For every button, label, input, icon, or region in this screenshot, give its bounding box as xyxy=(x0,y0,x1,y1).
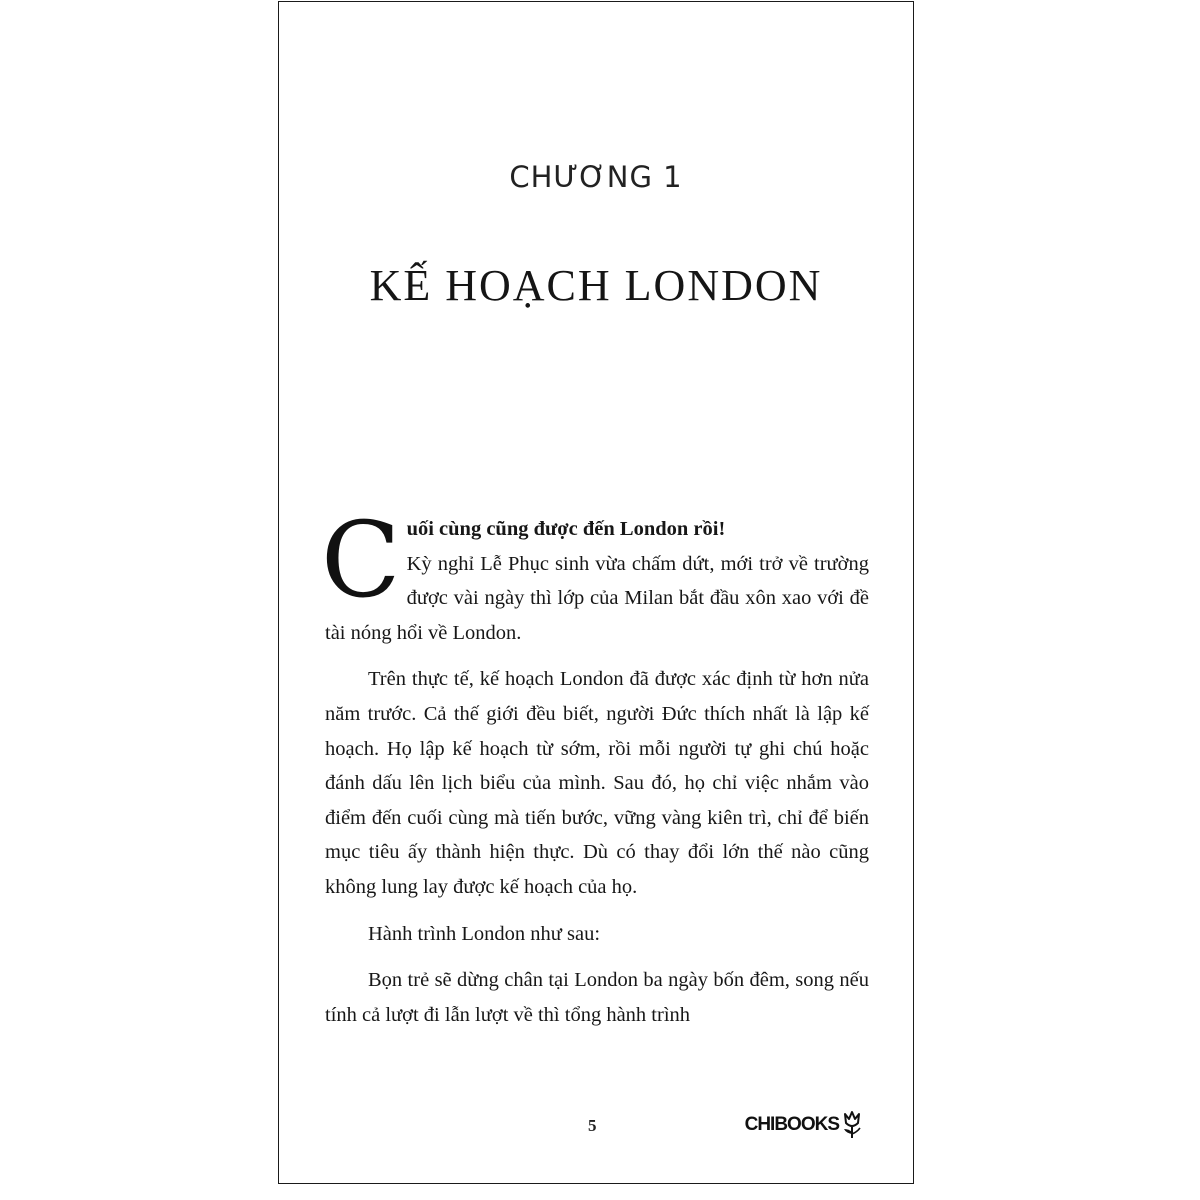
opening-paragraph xyxy=(321,499,869,650)
publisher-name: CHIBOOKS xyxy=(744,1114,839,1135)
body-paragraph: Hành trình London như sau: xyxy=(368,922,601,945)
opening-continuation: Kỳ nghỉ Lễ Phục sinh vừa chấm dứt, mới trở về trường được vài ngày thì lớp của Milan bắt đầu xôn xao với đề tài nóng hổi về London. xyxy=(325,552,869,644)
chapter-title: KẾ HOẠCH LONDON xyxy=(369,261,823,310)
page-number: 5 xyxy=(588,1116,597,1135)
book-page xyxy=(278,1,914,1184)
body-paragraph: Trên thực tế, kế hoạch London đã được xác định từ hơn nửa năm trước. Cả thế giới đều biết, người Đức thích nhất là lập kế hoạch. Họ lập kế hoạch từ sớm, rồi mỗi người tự ghi chú hoặc đánh dấu lên lịch biểu của mình. Sau đó, họ chỉ việc nhắm vào điểm đến cuối cùng mà tiến bước, vững vàng kiên trì, chỉ để biến mục tiêu ấy thành hiện thực. Dù có thay đổi lớn thế nào cũng không lung lay được kế hoạch của họ. xyxy=(325,668,869,898)
publisher-logo xyxy=(745,1110,863,1140)
chapter-body xyxy=(321,499,869,1032)
opening-lead-sentence: uối cùng cũng được đến London rồi! xyxy=(406,518,726,540)
tulip-icon xyxy=(841,1110,863,1140)
chapter-label: CHƯƠNG 1 xyxy=(509,160,683,194)
body-paragraph: Bọn trẻ sẽ dừng chân tại London ba ngày bốn đêm, song nếu tính cả lượt đi lẫn lượt về thì tổng hành trình xyxy=(325,969,869,1026)
drop-cap-letter: C xyxy=(321,499,401,621)
